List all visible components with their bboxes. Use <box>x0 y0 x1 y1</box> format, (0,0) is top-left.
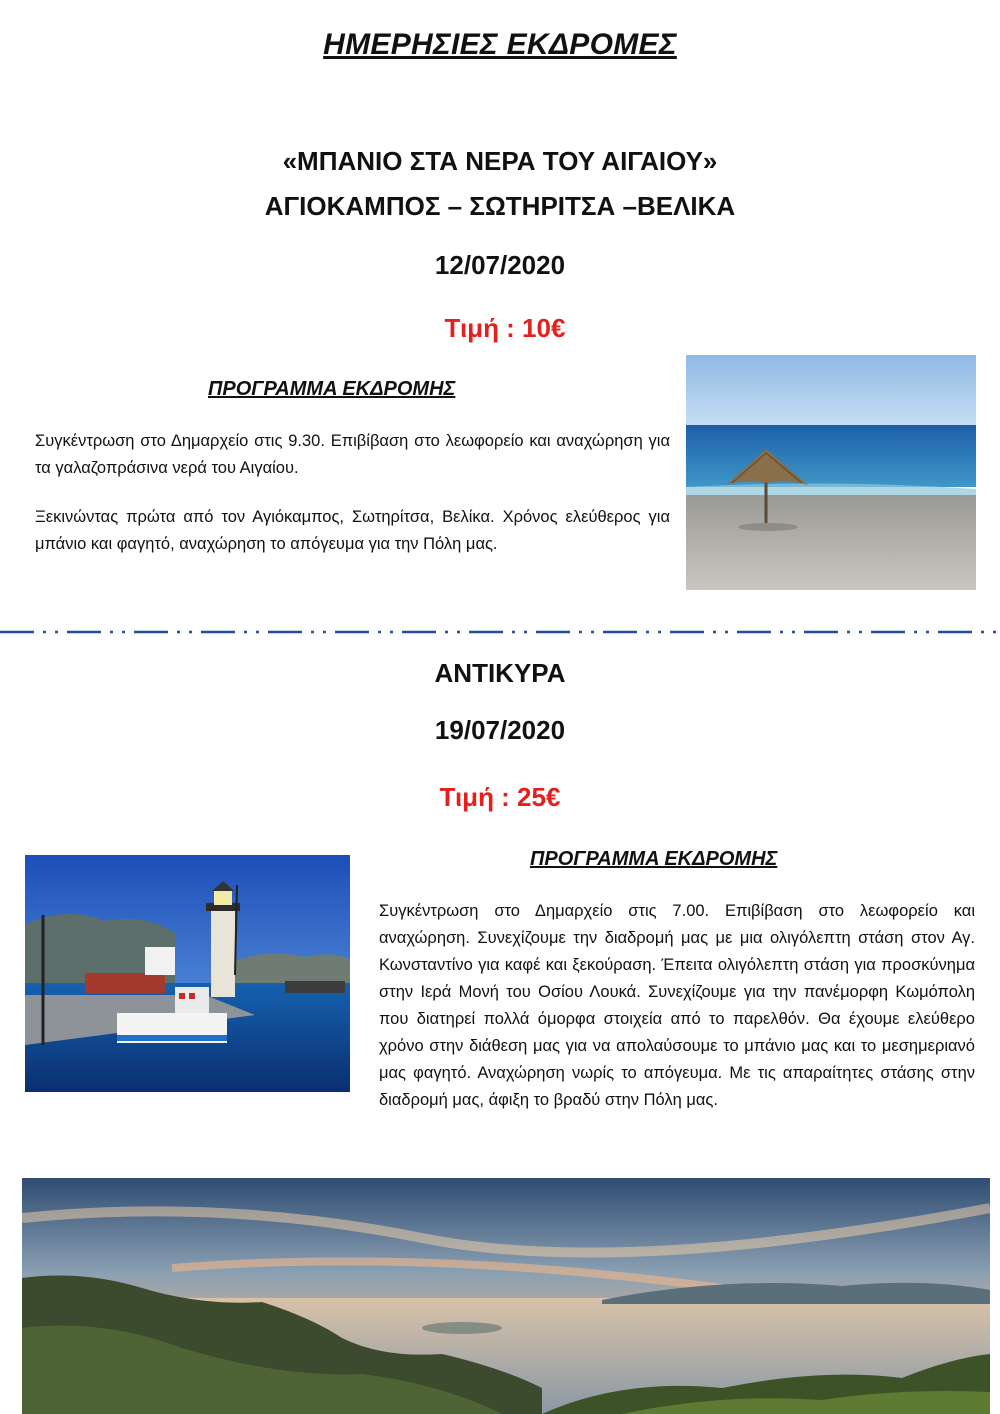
trip2-title: ΑΝΤΙΚΥΡΑ <box>434 658 566 688</box>
beach-photo <box>686 355 976 590</box>
trip2-program-heading: ΠΡΟΓΡΑΜΜΑ ΕΚΔΡΟΜΗΣ <box>530 848 778 870</box>
trip1-date: 12/07/2020 <box>434 250 566 280</box>
trip1-title-line1: «ΜΠΑΝΙΟ ΣΤΑ ΝΕΡΑ ΤΟΥ ΑΙΓΑΙΟΥ» <box>282 146 718 176</box>
section-divider <box>0 622 1000 642</box>
trip1-program-heading: ΠΡΟΓΡΑΜΜΑ ΕΚΔΡΟΜΗΣ <box>208 378 456 400</box>
sunset-bay-photo <box>22 1178 990 1414</box>
trip2-date: 19/07/2020 <box>434 715 566 745</box>
trip2-paragraph: Συγκέντρωση στο Δημαρχείο στις 7.00. Επιβίβαση στο λεωφορείο και αναχώρηση. Συνεχίζουμε την διαδρομή μας με μια ολιγόλεπτη στάση στον Αγ. Κωνσταντίνο για καφέ και ξεκούραση. Έπειτα ολιγόλεπτη στάση για προσκύνημα στην Ιερά Μονή του Οσίου Λουκά. Συνεχίζουμε για την πανέμορφη Κωμόπολη που διατηρεί πολλά όμορφα στοιχεία από το παρελθόν. Θα έχουμε ελεύθερο χρόνο στην διάθεση μας για να απολαύσουμε το μπάνιο μας και το μεσημεριανό μας φαγητό. Αναχώρηση νωρίς το απόγευμα. Με τις απαραίτητες στάσης στην διαδρομή μας, άφιξη το βραδύ στην Πόλη μας. <box>379 902 975 1109</box>
trip1-price: Τιμή : 10€ <box>444 313 566 343</box>
trip1-title-line2: ΑΓΙΟΚΑΜΠΟΣ – ΣΩΤΗΡΙΤΣΑ –ΒΕΛΙΚΑ <box>264 191 736 221</box>
page-title: ΗΜΕΡΗΣΙΕΣ ΕΚΔΡΟΜΕΣ <box>323 28 677 61</box>
trip1-paragraph1: Συγκέντρωση στο Δημαρχείο στις 9.30. Επιβίβαση στο λεωφορείο και αναχώρηση για τα γαλαζοπράσινα νερά του Αιγαίου. <box>35 432 670 477</box>
trip2-paragraph-block <box>35 898 975 1114</box>
image-wrap-spacer <box>35 898 379 1113</box>
trip1-paragraph2: Ξεκινώντας πρώτα από τον Αγιόκαμπος, Σωτηρίτσα, Βελίκα. Χρόνος ελεύθερος για μπάνιο και φαγητό, αναχώρηση το απόγευμα για την Πόλη μας. <box>35 508 670 553</box>
trip2-price: Τιμή : 25€ <box>439 782 561 812</box>
